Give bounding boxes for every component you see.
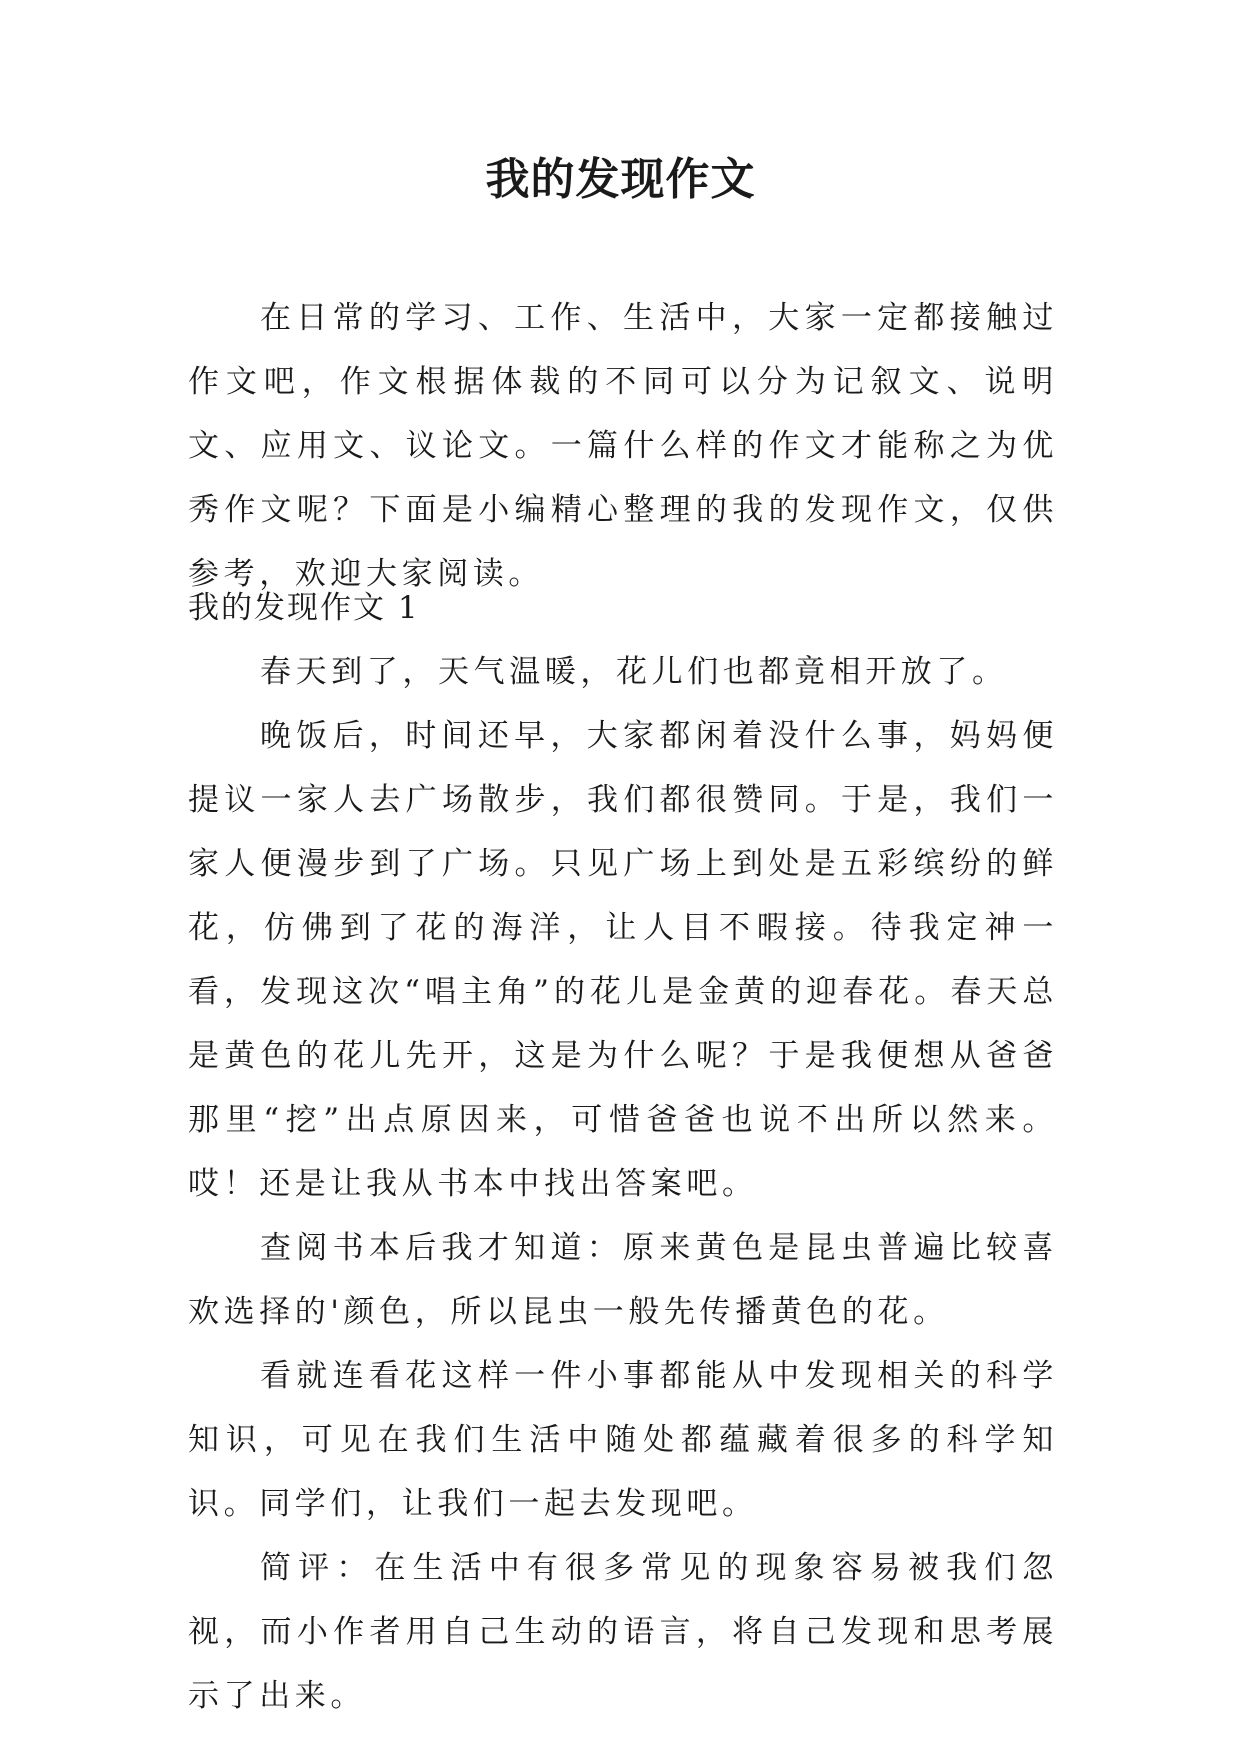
- document-title: 我的发现作文: [485, 154, 756, 205]
- section-heading: 我的发现作文 1: [188, 590, 420, 626]
- review-paragraph: 简评：在生活中有很多常见的现象容易被我们忽视，而小作者用自己生动的语言，将自己发现和思考展示了出来。: [188, 1550, 1058, 1714]
- intro-block: [188, 286, 1058, 606]
- essay-paragraph: 看就连看花这样一件小事都能从中发现相关的科学知识，可见在我们生活中随处都蕴藏着很多的科学知识。同学们，让我们一起去发现吧。: [188, 1358, 1058, 1522]
- essay-paragraph: 查阅书本后我才知道：原来黄色是昆虫普遍比较喜欢选择的'颜色，所以昆虫一般先传播黄色的花。: [188, 1230, 1058, 1330]
- essay-section: [188, 576, 1058, 1728]
- intro-paragraph: 在日常的学习、工作、生活中，大家一定都接触过作文吧，作文根据体裁的不同可以分为记叙文、说明文、应用文、议论文。一篇什么样的作文才能称之为优秀作文呢？下面是小编精心整理的我的发现作文，仅供参考，欢迎大家阅读。: [188, 300, 1058, 592]
- essay-paragraph: 春天到了，天气温暖，花儿们也都竟相开放了。: [260, 654, 1008, 690]
- essay-paragraph: 晚饭后，时间还早，大家都闲着没什么事，妈妈便提议一家人去广场散步，我们都很赞同。于是，我们一家人便漫步到了广场。只见广场上到处是五彩缤纷的鲜花，仿佛到了花的海洋，让人目不暇接。待我定神一看，发现这次“唱主角”的花儿是金黄的迎春花。春天总是黄色的花儿先开，这是为什么呢？于是我便想从爸爸那里“挖”出点原因来，可惜爸爸也说不出所以然来。哎！还是让我从书本中找出答案吧。: [188, 718, 1058, 1202]
